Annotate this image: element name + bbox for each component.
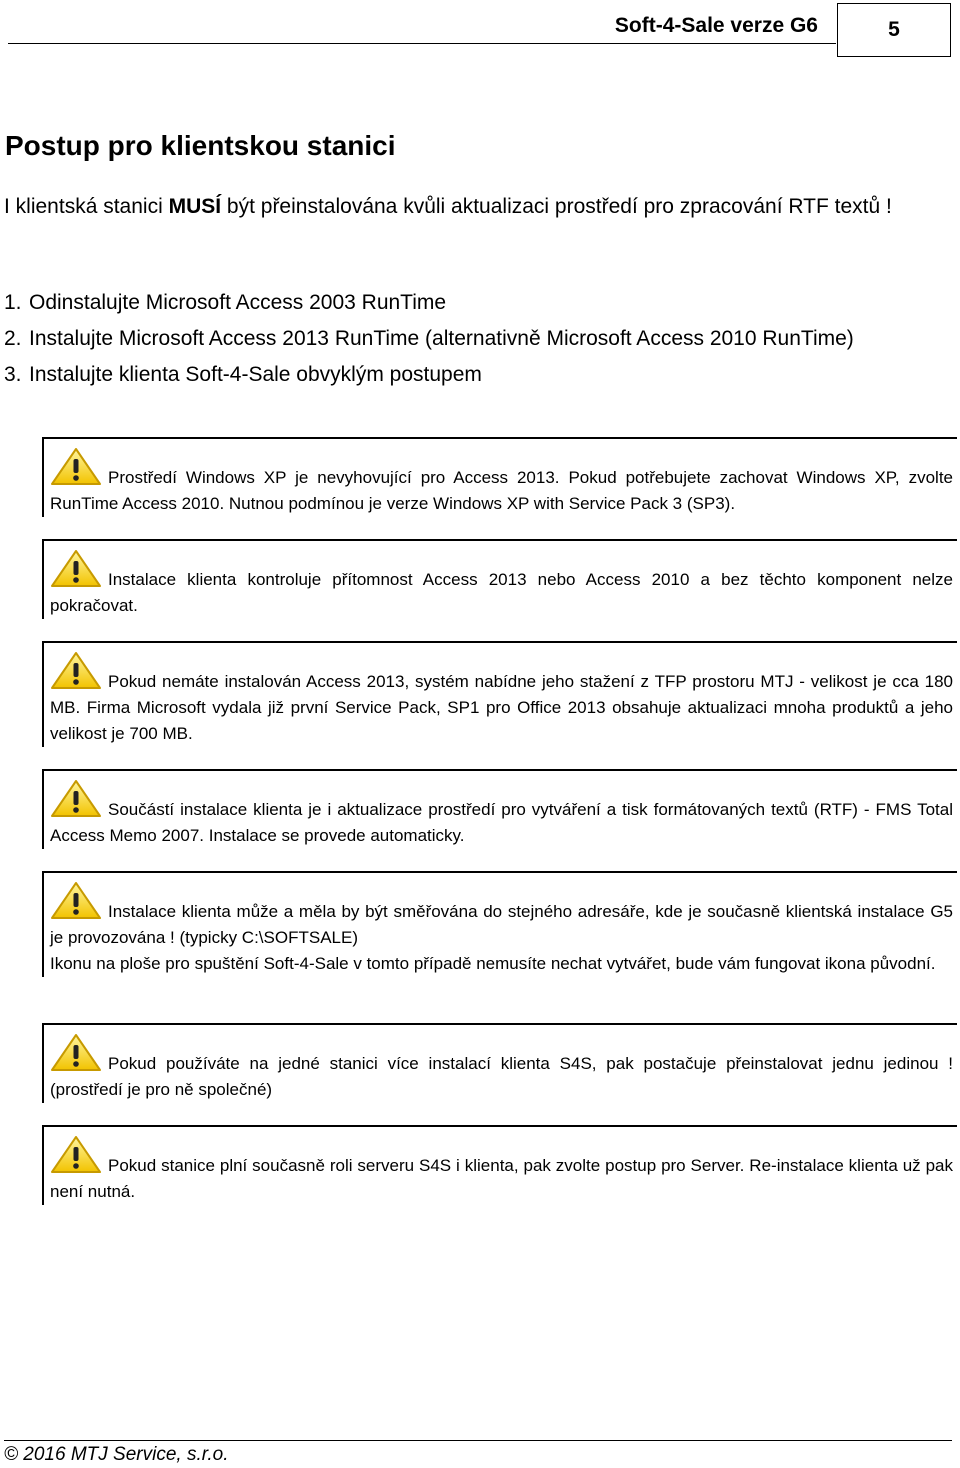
note-text: Instalace klienta kontroluje přítomnost Access 2013 nebo Access 2010 a bez těchto komponent nelze pokračovat.: [50, 570, 953, 615]
note-text: Pokud stanice plní současně roli serveru S4S i klienta, pak zvolte postup pro Server. Re-instalace klienta už pak není nutná.: [50, 1156, 953, 1201]
warning-icon: [50, 1033, 102, 1073]
warning-icon: [50, 447, 102, 487]
header-title: Soft-4-Sale verze G6: [614, 14, 818, 37]
list-item: [4, 324, 952, 354]
intro-paragraph: [4, 192, 952, 222]
step-text: Odinstalujte Microsoft Access 2003 RunTime: [29, 291, 447, 314]
warning-icon: [50, 651, 102, 691]
step-number: 3.: [4, 363, 22, 386]
note-text: Pokud používáte na jedné stanici více instalací klienta S4S, pak postačuje přeinstalovat jednu jedinou ! (prostředí je pro ně společné): [50, 1054, 953, 1099]
footer-rule: [4, 1440, 952, 1441]
warning-icon: [50, 1135, 102, 1175]
intro-emphasis: MUSÍ: [168, 195, 222, 218]
step-text: Instalujte Microsoft Access 2013 RunTime (alternativně Microsoft Access 2010 RunTime): [29, 327, 854, 350]
step-text: Instalujte klienta Soft-4-Sale obvyklým postupem: [29, 363, 482, 386]
warning-note: [42, 539, 957, 619]
header-rule: [8, 43, 836, 44]
warning-icon: [50, 779, 102, 819]
section-title: Postup pro klientskou stanici: [5, 130, 396, 161]
note-text: Prostředí Windows XP je nevyhovující pro Access 2013. Pokud potřebujete zachovat Windows XP, zvolte RunTime Access 2010. Nutnou podmínou je verze Windows XP with Service Pack 3 (SP3).: [50, 468, 953, 513]
intro-text: I klientská stanici: [4, 195, 169, 218]
intro-text-end: být přeinstalována kvůli aktualizaci prostředí pro zpracování RTF textů !: [221, 195, 892, 218]
warning-note: [42, 769, 957, 849]
warning-note: [42, 1125, 957, 1205]
note-text: Ikonu na ploše pro spuštění Soft-4-Sale v tomto případě nemusíte nechat vytvářet, bude vám fungovat ikona původní.: [50, 954, 936, 973]
warning-icon: [50, 549, 102, 589]
note-text: Instalace klienta může a měla by být směřována do stejného adresáře, kde je současně klientská instalace G5 je provozována ! (typicky C:\SOFTSALE): [50, 902, 953, 947]
note-text: Součástí instalace klienta je i aktualizace prostředí pro vytváření a tisk formátovaných textů (RTF) - FMS Total Access Memo 2007. Instalace se provede automaticky.: [50, 800, 953, 845]
step-number: 1.: [4, 291, 22, 314]
step-number: 2.: [4, 327, 22, 350]
list-item: [4, 360, 952, 390]
list-item: [4, 288, 952, 318]
warning-note: [42, 641, 957, 747]
warning-icon: [50, 881, 102, 921]
warning-note: [42, 871, 957, 977]
steps-list: [4, 288, 952, 396]
page-number: 5: [837, 3, 951, 57]
footer-copyright: © 2016 MTJ Service, s.r.o.: [4, 1444, 229, 1465]
warning-note: [42, 1023, 957, 1103]
warning-note: [42, 437, 957, 517]
note-text: Pokud nemáte instalován Access 2013, systém nabídne jeho stažení z TFP prostoru MTJ - velikost je cca 180 MB. Firma Microsoft vydala již první Service Pack, SP1 pro Office 2013 obsahuje aktualizaci mnoha produktů a jeho velikost je 700 MB.: [50, 672, 953, 743]
